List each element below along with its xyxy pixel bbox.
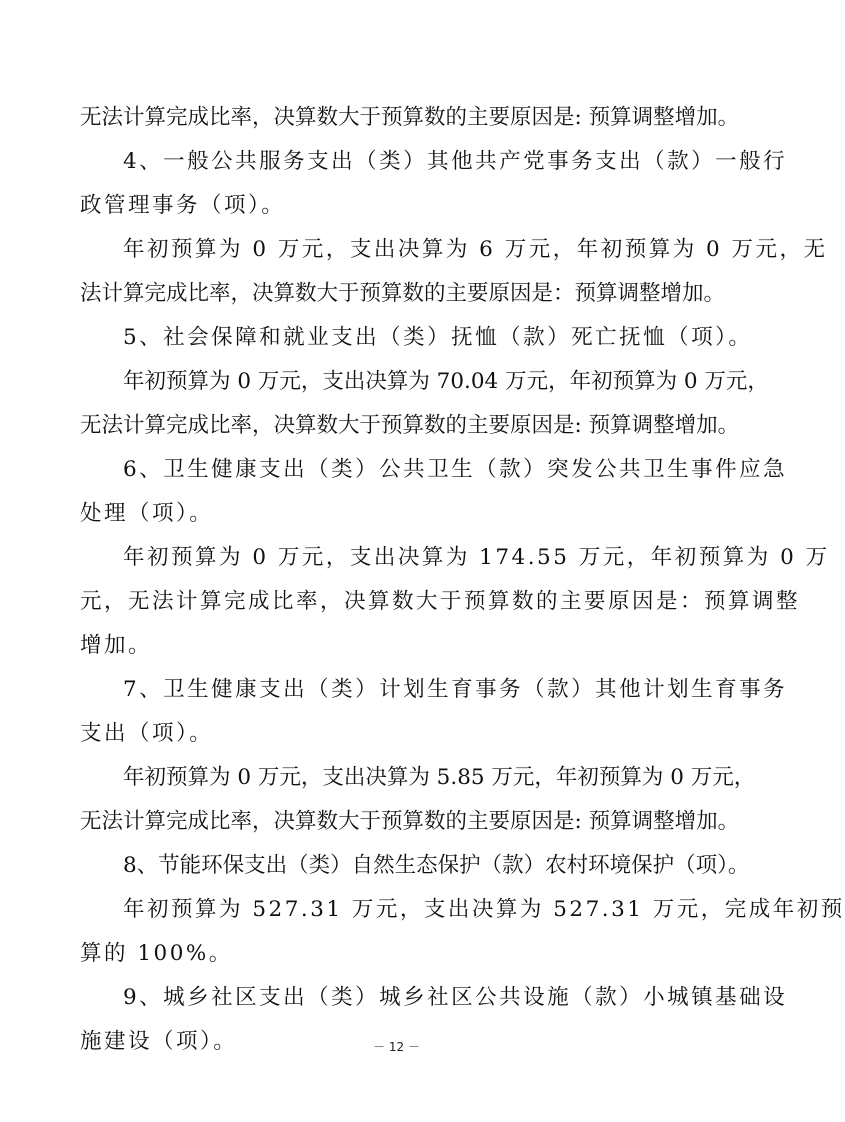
section-heading-continued: 施建设（项）。 — [80, 1029, 238, 1054]
text-line: 年初预算为 0 万元，支出决算为 70.04 万元，年初预算为 0 万元， — [123, 369, 769, 394]
section-heading-continued: 支出（项）。 — [80, 721, 214, 746]
text-line: 年初预算为 0 万元，支出决算为 6 万元，年初预算为 0 万元，无 — [123, 237, 828, 262]
text-line: 法计算完成比率，决算数大于预算数的主要原因是：预算调整增加。 — [80, 281, 726, 306]
section-heading: 6、卫生健康支出（类）公共卫生（款）突发公共卫生事件应急 — [123, 457, 788, 482]
text-line: 元，无法计算完成比率，决算数大于预算数的主要原因是：预算调整 — [80, 589, 801, 614]
section-heading-continued: 处理（项）。 — [80, 501, 214, 526]
section-heading: 8、节能环保支出（类）自然生态保护（款）农村环境保护（项）。 — [123, 853, 750, 878]
text-line: 年初预算为 0 万元，支出决算为 174.55 万元，年初预算为 0 万 — [123, 545, 830, 570]
section-heading-continued: 政管理事务（项）。 — [80, 193, 286, 218]
section-heading: 9、城乡社区支出（类）城乡社区公共设施（款）小城镇基础设 — [123, 985, 788, 1010]
text-line: 无法计算完成比率，决算数大于预算数的主要原因是: 预算调整增加。 — [80, 809, 740, 834]
section-heading: 5、社会保障和就业支出（类）抚恤（款）死亡抚恤（项）。 — [123, 325, 753, 350]
text-line: 无法计算完成比率，决算数大于预算数的主要原因是: 预算调整增加。 — [80, 413, 740, 438]
section-heading: 7、卫生健康支出（类）计划生育事务（款）其他计划生育事务 — [123, 677, 788, 702]
page-number: － 12 － — [373, 1040, 420, 1054]
text-line: 年初预算为 527.31 万元，支出决算为 527.31 万元，完成年初预 — [123, 897, 845, 922]
text-line: 无法计算完成比率，决算数大于预算数的主要原因是: 预算调整增加。 — [80, 105, 740, 130]
text-line: 算的 100%。 — [80, 941, 233, 966]
text-line: 年初预算为 0 万元，支出决算为 5.85 万元，年初预算为 0 万元， — [123, 765, 756, 790]
section-heading: 4、一般公共服务支出（类）其他共产党事务支出（款）一般行 — [123, 149, 788, 174]
document-body — [80, 96, 845, 1064]
text-line: 增加。 — [80, 633, 153, 658]
